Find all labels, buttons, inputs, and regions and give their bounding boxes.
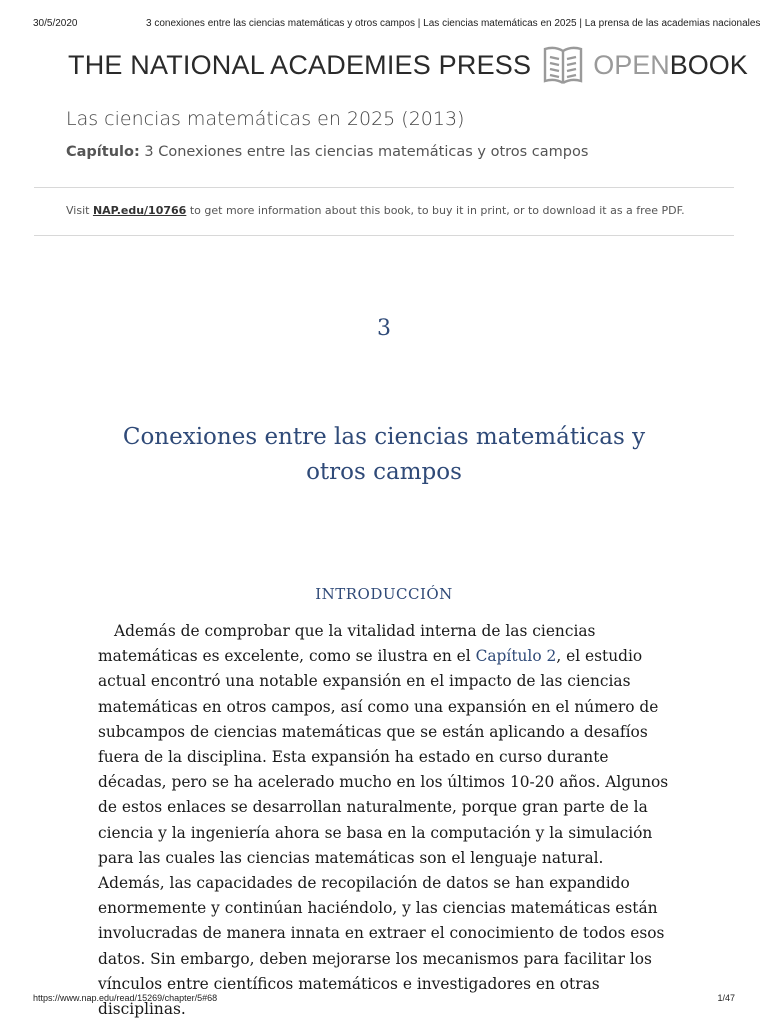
print-url: https://www.nap.edu/read/15269/chapter/5#68: [33, 993, 218, 1003]
print-header: [0, 18, 768, 34]
paragraph-part-2: , el estudio actual encontró una notable expansión en el impacto de las ciencias matemáticas en otros campos, así como una expansión en el número de subcampos de ciencias matemáticas que se están aplicando a desafíos fuera de la disciplina. Esta expansión ha estado en curso durante décadas, pero se ha acelerado mucho en los últimos 10-20 años. Algunos de estos enlaces se desarrollan naturalmente, porque gran parte de la ciencia y la ingeniería ahora se basa en la computación y la simulación para las cuales las ciencias matemáticas son el lenguaje natural. Además, las capacidades de recopilación de datos se han expandido enormemente y continúan haciéndolo, y las ciencias matemáticas están involucradas de manera innata en extraer el conocimiento de todos esos datos. Sin embargo, deben mejorarse los mecanismos para facilitar los vínculos entre científicos matemáticos e investigadores en otras disciplinas.: [98, 647, 669, 1019]
open-book-icon: [541, 43, 585, 87]
body-paragraph: [98, 619, 672, 1022]
print-date: 30/5/2020: [33, 18, 78, 29]
print-footer: [0, 993, 768, 1007]
nap-link[interactable]: NAP.edu/10766: [92, 204, 187, 217]
visit-suffix: to get more information about this book, to buy it in print, or to download it as a free PDF.: [186, 204, 685, 217]
visit-notice: [66, 204, 685, 217]
brand-open: OPEN: [593, 49, 670, 80]
brand-name: THE NATIONAL ACADEMIES PRESS: [68, 49, 532, 80]
divider-bottom: [34, 235, 734, 236]
print-page-title: 3 conexiones entre las ciencias matemáticas y otros campos | Las ciencias matemáticas en 2025 | La prensa de las academias nacionales: [146, 18, 761, 29]
visit-prefix: Visit: [66, 204, 93, 217]
chapter-text[interactable]: 3 Conexiones entre las ciencias matemáticas y otros campos: [144, 144, 589, 160]
paragraph-part-1: Además de comprobar que la vitalidad interna de las ciencias matemáticas es excelente, como se ilustra en el: [98, 622, 596, 666]
chapter-2-link[interactable]: Capítulo 2: [475, 647, 557, 666]
book-title[interactable]: Las ciencias matemáticas en 2025 (2013): [66, 108, 465, 130]
divider-top: [34, 187, 734, 188]
chapter-line: [66, 144, 588, 160]
chapter-title: Conexiones entre las ciencias matemáticas y otros campos: [122, 424, 646, 485]
chapter-number: 3: [377, 316, 391, 341]
brand-banner[interactable]: [68, 40, 748, 90]
print-page-count: 1/47: [717, 993, 735, 1003]
section-heading: INTRODUCCIÓN: [315, 585, 453, 603]
chapter-label: Capítulo:: [66, 144, 140, 160]
brand-book: BOOK: [669, 49, 748, 80]
